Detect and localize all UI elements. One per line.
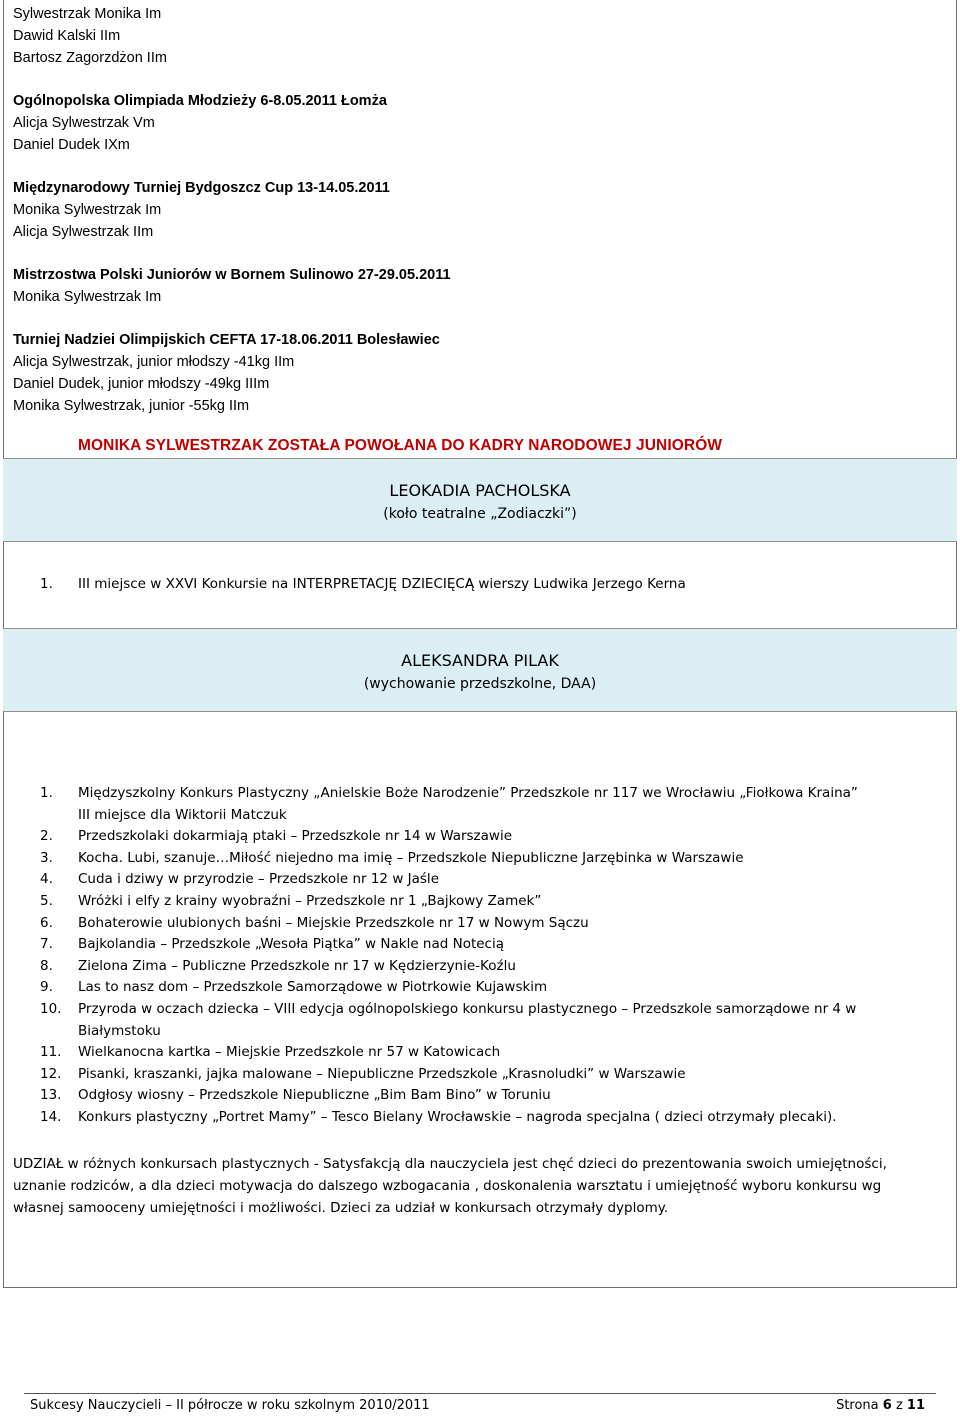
list-item — [0, 783, 960, 804]
item-text: Przedszkolaki dokarmiają ptaki – Przedszkole nr 14 w Warszawie — [78, 828, 513, 845]
item-number: 1. — [40, 576, 53, 592]
item-number: 4. — [40, 871, 53, 888]
teacher-role: (wychowanie przedszkolne, DAA) — [363, 676, 597, 692]
list-item — [0, 805, 960, 826]
list-item — [0, 848, 960, 869]
item-number: 13. — [40, 1087, 62, 1104]
total-pages: 11 — [906, 1398, 925, 1413]
section-heading: Ogólnopolska Olimpiada Młodzieży 6-8.05.2011 Łomża — [13, 93, 387, 109]
item-number: 5. — [40, 893, 53, 909]
item-text: Przyroda w oczach dziecka – VIII edycja ogólnopolskiego konkursu plastycznego – Przedszkole samorządowe nr 4 w — [78, 1001, 857, 1017]
result-line: Monika Sylwestrzak, junior -55kg IIm — [13, 397, 250, 414]
item-text: Zielona Zima – Publiczne Przedszkole nr 17 w Kędzierzynie-Koźlu — [78, 957, 516, 974]
paragraph-line: UDZIAŁ w różnych konkursach plastycznych - Satysfakcją dla nauczyciela jest chęć dzieci do prezentowania swoich umiejętności, — [13, 1156, 887, 1172]
result-line: Monika Sylwestrzak Im — [13, 288, 162, 305]
result-line: Sylwestrzak Monika Im — [13, 6, 162, 22]
teacher-header-pacholska — [3, 458, 957, 542]
item-text: Bajkolandia – Przedszkole „Wesoła Piątka” w Nakle nad Notecią — [78, 936, 505, 953]
item-text: Konkurs plastyczny „Portret Mamy” – Tesco Bielany Wrocławskie – nagroda specjalna ( dzieci otrzymały plecaki). — [78, 1109, 837, 1125]
result-line: Alicja Sylwestrzak, junior młodszy -41kg IIm — [13, 354, 295, 370]
item-text: III miejsce dla Wiktorii Matczuk — [78, 806, 287, 823]
result-line: Dawid Kalski IIm — [13, 27, 121, 44]
item-number: 12. — [40, 1065, 62, 1082]
list-item — [0, 999, 960, 1020]
list-item — [0, 913, 960, 934]
item-number: 3. — [40, 849, 53, 866]
list-item — [0, 1064, 960, 1085]
page-separator: z — [891, 1398, 907, 1413]
item-number: 2. — [40, 828, 53, 845]
announcement-title: MONIKA SYLWESTRZAK ZOSTAŁA POWOŁANA DO KADRY NARODOWEJ JUNIORÓW — [78, 437, 723, 454]
section-heading: Międzynarodowy Turniej Bydgoszcz Cup 13-14.05.2011 — [13, 180, 390, 196]
result-line: Daniel Dudek, junior młodszy -49kg IIIm — [13, 375, 270, 392]
item-text: Bohaterowie ulubionych baśni – Miejskie Przedszkole nr 17 w Nowym Sączu — [78, 914, 589, 931]
item-text: Cuda i dziwy w przyrodzie – Przedszkole nr 12 w Jaśle — [78, 871, 439, 888]
current-page: 6 — [882, 1398, 892, 1413]
list-item — [0, 934, 960, 955]
result-line: Monika Sylwestrzak Im — [13, 201, 162, 218]
list-item — [0, 1021, 960, 1042]
list-item — [0, 574, 960, 595]
teacher-name: ALEKSANDRA PILAK — [401, 651, 559, 670]
item-text: Białymstoku — [78, 1022, 161, 1039]
item-text: Kocha. Lubi, szanuje…Miłość niejedno ma imię – Przedszkole Niepubliczne Jarzębinka w Warszawie — [78, 849, 744, 866]
page-number — [836, 1398, 925, 1413]
section-heading: Turniej Nadziei Olimpijskich CEFTA 17-18.06.2011 Bolesławiec — [13, 332, 440, 349]
item-text: Międzyszkolny Konkurs Plastyczny „Anielskie Boże Narodzenie” Przedszkole nr 117 we Wrocławiu „Fiołkowa Kraina” — [78, 785, 858, 801]
section-heading: Mistrzostwa Polski Juniorów w Bornem Sulinowo 27-29.05.2011 — [13, 267, 451, 283]
item-number: 7. — [40, 936, 53, 953]
paragraph-line: uznanie rodziców, a dla dzieci motywacja do dalszego wzbogacania , doskonalenia warsztatu i umiejętność wyboru konkursu wg — [13, 1178, 882, 1194]
paragraph-line: własnej samooceny umiejętności i możliwości. Dzieci za udział w konkursach otrzymały dyplomy. — [13, 1200, 669, 1216]
item-text: Pisanki, kraszanki, jajka malowane – Niepubliczne Przedszkole „Krasnoludki” w Warszawie — [78, 1065, 686, 1082]
result-line: Alicja Sylwestrzak IIm — [13, 223, 154, 240]
item-number: 14. — [40, 1109, 62, 1125]
item-number: 8. — [40, 957, 53, 974]
list-item — [0, 1085, 960, 1106]
item-text: Wróżki i elfy z krainy wyobraźni – Przedszkole nr 1 „Bajkowy Zamek” — [78, 893, 542, 909]
footer-divider — [24, 1393, 936, 1394]
item-number: 11. — [40, 1044, 62, 1061]
list-item — [0, 977, 960, 998]
teacher-name: LEOKADIA PACHOLSKA — [389, 481, 571, 500]
result-line: Alicja Sylwestrzak Vm — [13, 114, 155, 131]
item-number: 6. — [40, 914, 53, 931]
item-text: III miejsce w XXVI Konkursie na INTERPRETACJĘ DZIECIĘCĄ wierszy Ludwika Jerzego Kerna — [78, 576, 686, 592]
participation-paragraph — [13, 1153, 943, 1219]
list-item — [0, 1042, 960, 1063]
footer-title: Sukcesy Nauczycieli – II półrocze w roku szkolnym 2010/2011 — [30, 1398, 430, 1413]
item-text: Wielkanocna kartka – Miejskie Przedszkole nr 57 w Katowicach — [78, 1044, 501, 1061]
item-number: 1. — [40, 785, 53, 801]
list-item — [0, 891, 960, 912]
result-line: Bartosz Zagorzdżon IIm — [13, 49, 167, 66]
teacher-role: (koło teatralne „Zodiaczki”) — [383, 506, 577, 522]
page-label: Strona — [836, 1398, 883, 1413]
list-item — [0, 1107, 960, 1128]
item-text: Odgłosy wiosny – Przedszkole Niepubliczne „Bim Bam Bino” w Toruniu — [78, 1087, 551, 1104]
list-item — [0, 869, 960, 890]
item-number: 9. — [40, 979, 53, 996]
item-number: 10. — [40, 1001, 62, 1017]
list-item — [0, 826, 960, 847]
item-text: Las to nasz dom – Przedszkole Samorządowe w Piotrkowie Kujawskim — [78, 979, 548, 996]
list-item — [0, 956, 960, 977]
result-line: Daniel Dudek IXm — [13, 136, 130, 153]
teacher-header-pilak — [3, 628, 957, 712]
